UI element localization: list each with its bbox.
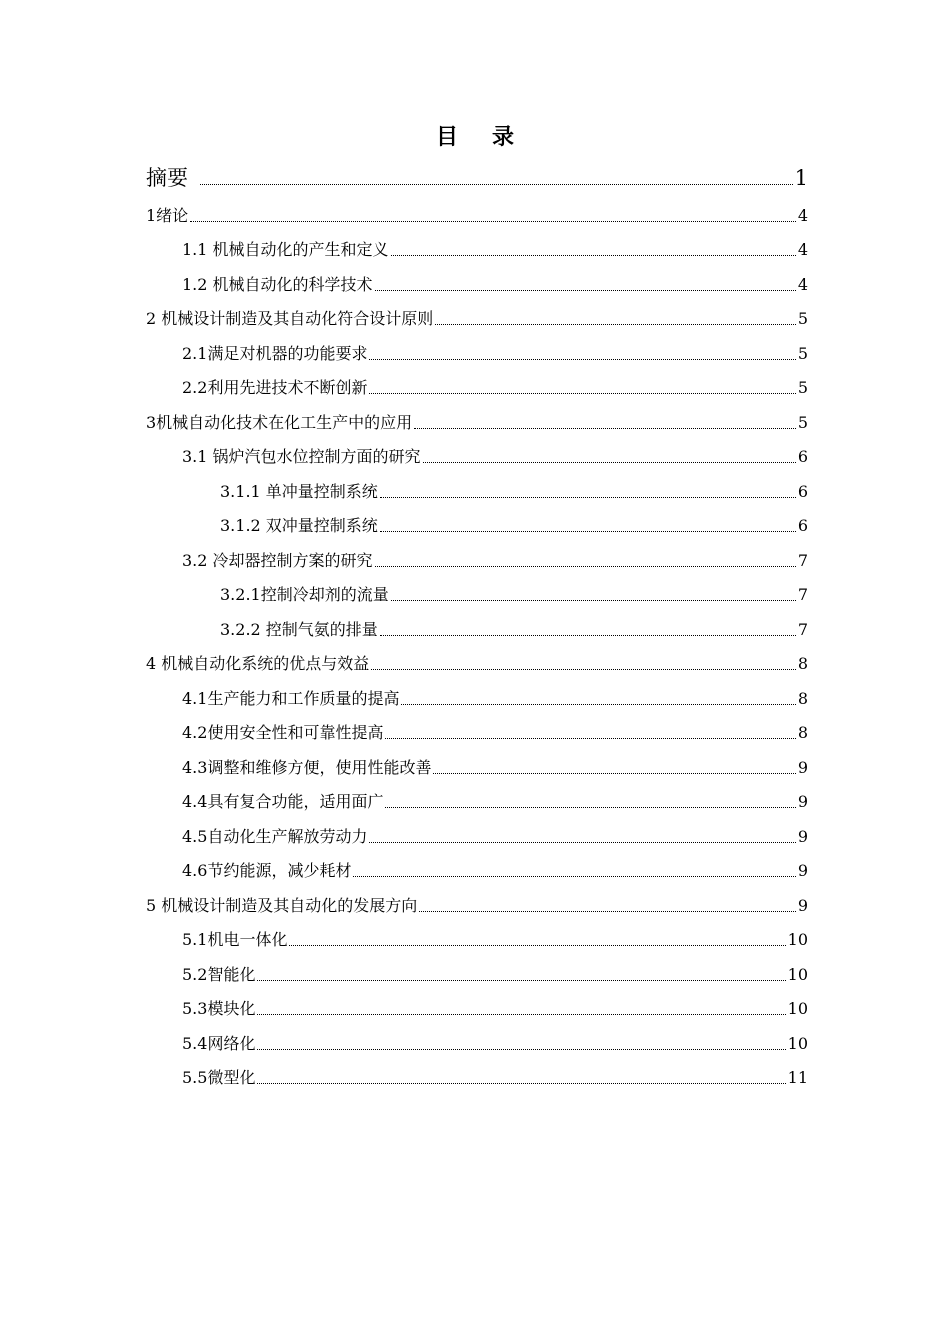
- toc-entry[interactable]: [146, 467, 808, 502]
- toc-dot-leader: [289, 945, 785, 946]
- toc-entry-page-number: 7: [797, 619, 808, 639]
- toc-entry-title: 4.3调整和维修方便，使用性能改善: [182, 757, 432, 777]
- toc-entry-title: 2 机械设计制造及其自动化符合设计原则: [146, 309, 434, 328]
- toc-entry-page-number: 8: [797, 723, 808, 742]
- toc-entry[interactable]: [146, 916, 808, 951]
- toc-entry-page-number: 9: [797, 895, 808, 915]
- toc-entry[interactable]: [146, 295, 808, 330]
- toc-dot-leader: [369, 393, 795, 394]
- toc-entry-title: 5.2智能化: [182, 964, 256, 984]
- toc-entry-page-number: 6: [797, 516, 808, 535]
- toc-entry-page-number: 4: [797, 274, 808, 294]
- toc-entry-page-number: 7: [797, 550, 808, 570]
- toc-dot-leader: [369, 359, 795, 360]
- toc-entry[interactable]: [146, 1019, 808, 1054]
- toc-entry[interactable]: [146, 812, 808, 847]
- toc-dot-leader: [257, 1014, 785, 1015]
- toc-dot-leader: [414, 428, 796, 429]
- toc-entry-title: 4.1生产能力和工作质量的提高: [182, 688, 400, 708]
- toc-entry-title: 4.4具有复合功能，适用面广: [182, 792, 384, 811]
- toc-entry[interactable]: [146, 398, 808, 433]
- toc-dot-leader: [401, 704, 795, 705]
- toc-entry[interactable]: [146, 502, 808, 537]
- toc-entry[interactable]: [146, 536, 808, 571]
- toc-entry-page-number: 5: [797, 343, 808, 363]
- toc-entry[interactable]: [146, 950, 808, 985]
- toc-dot-leader: [385, 738, 795, 739]
- toc-entry-title: 4.5自动化生产解放劳动力: [182, 826, 368, 846]
- toc-dot-leader: [380, 497, 796, 498]
- toc-dot-leader: [385, 807, 795, 808]
- toc-entry-title: 3.2.1控制冷却剂的流量: [220, 585, 389, 604]
- toc-entry-title: 1.2 机械自动化的科学技术: [182, 274, 373, 294]
- toc-entry[interactable]: [146, 743, 808, 778]
- toc-dot-leader: [391, 255, 796, 256]
- toc-dot-leader: [391, 600, 796, 601]
- toc-dot-leader: [257, 1049, 785, 1050]
- toc-entry-page-number: 1: [794, 166, 808, 190]
- toc-entry-title: 1.1 机械自动化的产生和定义: [182, 240, 389, 259]
- toc-entry-page-number: 10: [787, 1033, 808, 1053]
- toc-entry-title: 2.2利用先进技术不断创新: [182, 378, 368, 397]
- toc-entry-page-number: 9: [797, 861, 808, 880]
- toc-entry-title: 3机械自动化技术在化工生产中的应用: [146, 412, 413, 432]
- toc-entry-title: 5.3模块化: [182, 999, 256, 1018]
- toc-dot-leader: [257, 1083, 785, 1084]
- toc-entry[interactable]: [146, 605, 808, 640]
- toc-entry[interactable]: [146, 985, 808, 1020]
- toc-entry-title: 4.2使用安全性和可靠性提高: [182, 723, 384, 742]
- toc-entry-title: 5.1机电一体化: [182, 930, 288, 949]
- toc-entry-page-number: 5: [797, 378, 808, 397]
- toc-entry-title: 1绪论: [146, 205, 189, 225]
- toc-entry[interactable]: [146, 155, 808, 191]
- toc-dot-leader: [380, 531, 796, 532]
- toc-entry-page-number: 6: [797, 447, 808, 466]
- toc-entry-page-number: 7: [797, 585, 808, 604]
- toc-entry-title: 3.1.1 单冲量控制系统: [220, 481, 378, 501]
- toc-entry[interactable]: [146, 364, 808, 399]
- toc-dot-leader: [435, 324, 796, 325]
- toc-dot-leader: [353, 876, 795, 877]
- toc-entry[interactable]: [146, 1054, 808, 1089]
- toc-entry[interactable]: [146, 260, 808, 295]
- toc-entry-title: 4 机械自动化系统的优点与效益: [146, 654, 370, 673]
- toc-entry-page-number: 9: [797, 792, 808, 811]
- toc-entry[interactable]: [146, 191, 808, 226]
- toc-entry[interactable]: [146, 881, 808, 916]
- toc-entry-title: 5.4网络化: [182, 1033, 256, 1053]
- toc-dot-leader: [200, 184, 793, 185]
- toc-dot-leader: [375, 566, 796, 567]
- toc-entry-page-number: 4: [797, 205, 808, 225]
- toc-entry[interactable]: [146, 778, 808, 813]
- toc-dot-leader: [257, 980, 785, 981]
- toc-entry-title: 5.5微型化: [182, 1068, 256, 1087]
- toc-entry-page-number: 9: [797, 757, 808, 777]
- toc-entry-page-number: 5: [797, 412, 808, 432]
- toc-list: [146, 155, 808, 1088]
- toc-entry-title: 3.2 冷却器控制方案的研究: [182, 550, 373, 570]
- toc-dot-leader: [375, 290, 796, 291]
- toc-entry-page-number: 10: [787, 930, 808, 949]
- toc-dot-leader: [419, 911, 796, 912]
- toc-entry-page-number: 10: [787, 999, 808, 1018]
- toc-entry[interactable]: [146, 433, 808, 468]
- toc-dot-leader: [190, 221, 796, 222]
- toc-entry-page-number: 9: [797, 826, 808, 846]
- toc-entry-page-number: 6: [797, 481, 808, 501]
- toc-entry[interactable]: [146, 226, 808, 261]
- toc-dot-leader: [423, 462, 796, 463]
- toc-title: 目录: [435, 124, 548, 150]
- toc-entry-page-number: 10: [787, 964, 808, 984]
- toc-entry-page-number: 11: [787, 1068, 808, 1087]
- toc-entry[interactable]: [146, 329, 808, 364]
- toc-dot-leader: [380, 635, 796, 636]
- toc-dot-leader: [369, 842, 795, 843]
- toc-entry[interactable]: [146, 674, 808, 709]
- toc-entry-title: 3.1 锅炉汽包水位控制方面的研究: [182, 447, 421, 466]
- toc-entry-page-number: 4: [797, 240, 808, 259]
- toc-dot-leader: [371, 669, 796, 670]
- toc-entry-page-number: 5: [797, 309, 808, 328]
- toc-entry[interactable]: [146, 847, 808, 882]
- toc-entry[interactable]: [146, 571, 808, 606]
- toc-entry[interactable]: [146, 709, 808, 744]
- toc-entry-title: 3.1.2 双冲量控制系统: [220, 516, 378, 535]
- toc-entry-title: 3.2.2 控制气氨的排量: [220, 619, 378, 639]
- toc-entry-title: 4.6节约能源，减少耗材: [182, 861, 352, 880]
- toc-entry-title: 5 机械设计制造及其自动化的发展方向: [146, 895, 418, 915]
- toc-entry[interactable]: [146, 640, 808, 675]
- toc-entry-title: 2.1满足对机器的功能要求: [182, 343, 368, 363]
- toc-dot-leader: [433, 773, 795, 774]
- toc-entry-title: 摘要: [146, 166, 188, 190]
- toc-entry-page-number: 8: [797, 688, 808, 708]
- toc-entry-page-number: 8: [797, 654, 808, 673]
